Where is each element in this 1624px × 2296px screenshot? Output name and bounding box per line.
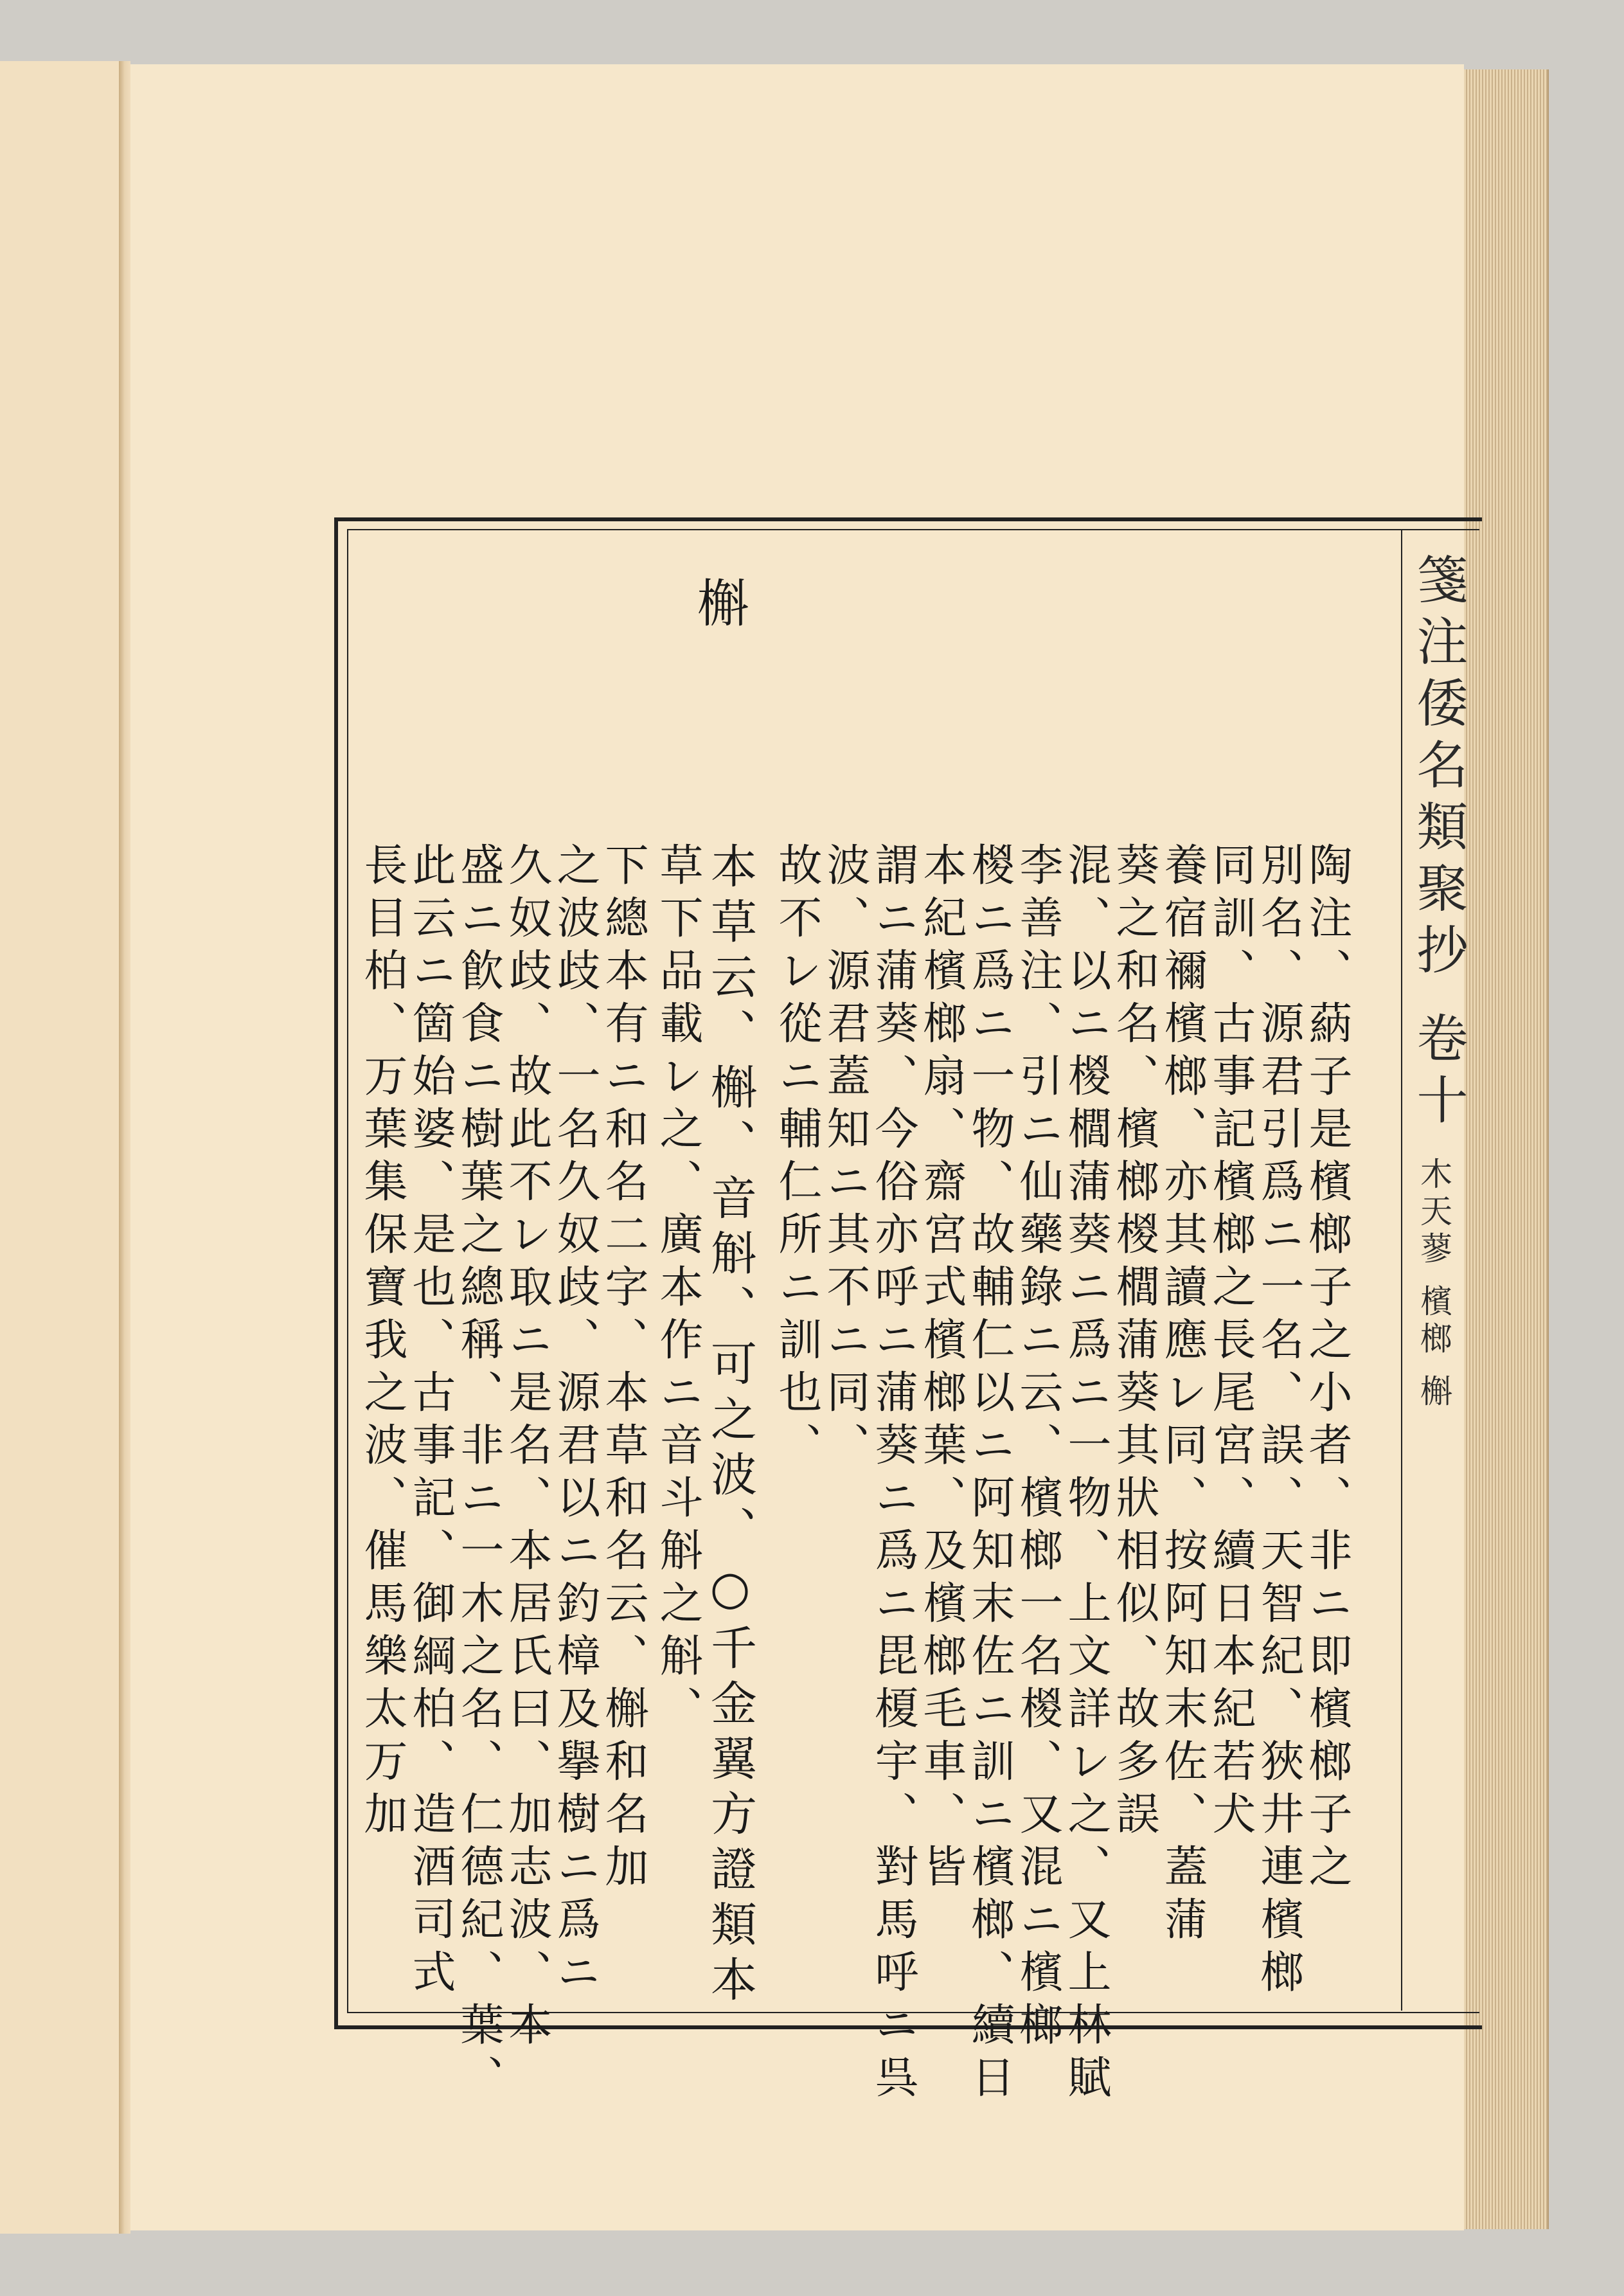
book-gutter: [119, 61, 130, 2234]
text-column: 陶注、蒳子是檳榔子之小者、非ニ即檳榔子之: [1301, 842, 1352, 1896]
text-column: 李善注、引ニ仙藥錄ニ云、檳榔一名椶、又混ニ檳榔: [1012, 842, 1063, 2054]
text-column: 養宿禰檳榔、亦其讀應レ同、按阿知末佐、蓋蒲: [1157, 842, 1208, 1949]
book-title: 箋注倭名類聚抄 卷十: [1408, 553, 1468, 1135]
previous-page: [0, 61, 121, 2234]
text-column: 盛ニ飮食ニ樹葉之總稱、非ニ一木之名、仁德紀、葉、: [453, 842, 504, 2107]
text-column: 本草云、槲、音斛、可之波、○千金翼方證類本: [703, 842, 757, 2011]
text-column: 別名、源君引爲ニ一名、誤、天智紀、狹井連檳榔: [1253, 842, 1304, 2002]
text-column: 此云ニ箇始婆、是也、古事記、御綱柏、造酒司式: [405, 842, 456, 2002]
text-column: 本紀檳榔扇、齋宮式檳榔葉、及檳榔毛車、皆: [916, 842, 967, 1896]
entry-heading: 槲: [697, 574, 749, 634]
text-column: 波、源君蓋知ニ其不ニ同、: [819, 842, 870, 1475]
section-label: 木天蓼 檳榔 槲: [1415, 1157, 1452, 1412]
text-column: 之波歧、一名久奴歧、源君以ニ釣樟及擧樹ニ爲ニ: [549, 842, 600, 2002]
text-column: 故不レ從ニ輔仁所ニ訓也、: [771, 842, 822, 1475]
text-column: 久奴歧、故此不レ取ニ是名、本居氏曰、加志波、本: [501, 842, 552, 2054]
text-column: 下總本有ニ和名二字、本草和名云、槲和名加: [598, 842, 648, 1896]
text-column: 同訓、古事記檳榔之長尾宮、續日本紀若犬: [1205, 842, 1256, 1843]
text-column: 草下品載レ之、廣本作ニ音斗斛之斛、: [652, 842, 703, 1738]
text-column: 葵之和名、檳榔椶櫚蒲葵其狀相似、故多誤: [1109, 842, 1159, 1843]
text-column: 謂ニ蒲葵、今俗亦呼ニ蒲葵ニ爲ニ毘榎宇、對馬呼ニ呉: [868, 842, 918, 2107]
text-column: 混、以ニ椶櫚蒲葵ニ爲ニ一物、上文詳レ之、又上林賦: [1060, 842, 1111, 2107]
text-column: 長目柏、万葉集保寶我之波、催馬樂太万加: [357, 842, 407, 1843]
text-column: 椶ニ爲ニ一物、故輔仁以ニ阿知末佐ニ訓ニ檳榔、續日: [964, 842, 1015, 2107]
